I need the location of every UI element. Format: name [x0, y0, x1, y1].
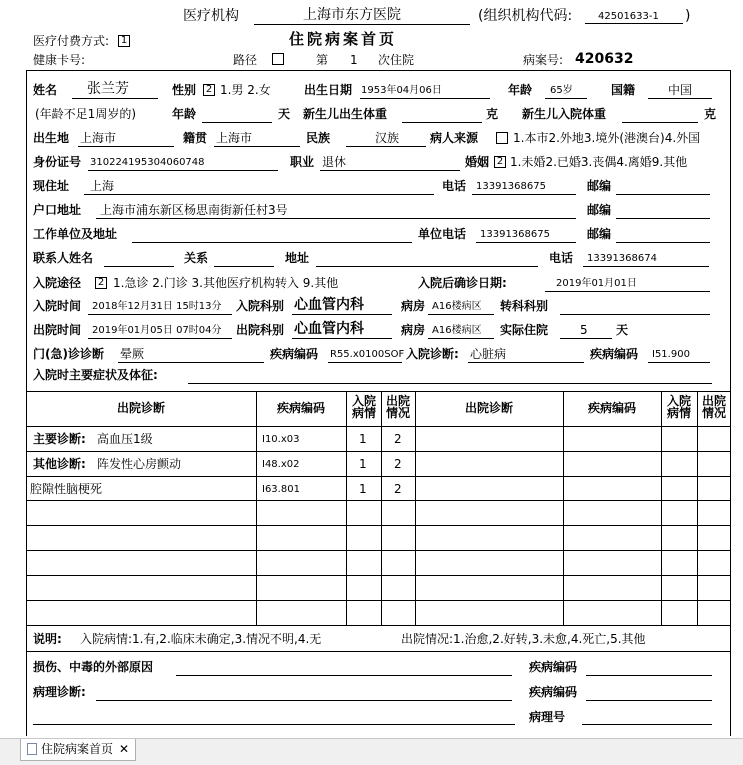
pathology-extra-underline	[33, 724, 515, 725]
contact-address-underline	[316, 266, 538, 267]
diag-row-3-code[interactable]: I63.801	[262, 484, 300, 495]
in-ward[interactable]: A16楼病区	[432, 301, 482, 312]
th-admit-left: 入院病情	[351, 394, 376, 420]
stay-underline	[560, 338, 612, 339]
phone-value[interactable]: 13391368675	[476, 181, 546, 192]
other-diag-out[interactable]: 2	[394, 457, 402, 471]
org-name: 上海市东方医院	[303, 7, 401, 23]
table-col-line-4	[415, 391, 416, 626]
birthplace-value[interactable]: 上海市	[80, 131, 117, 145]
address-underline	[84, 194, 434, 195]
in-time-underline	[88, 314, 232, 315]
case-no-label: 病案号:	[523, 53, 564, 67]
hukou-underline	[96, 218, 576, 219]
native-value[interactable]: 上海市	[216, 131, 253, 145]
birthplace-label: 出生地	[33, 131, 70, 145]
confirm-date-label: 入院后确诊日期:	[418, 276, 507, 290]
org-code-underline	[585, 23, 683, 24]
in-ward-label: 病房	[401, 299, 426, 313]
id-number[interactable]: 310224195304060748	[90, 157, 205, 168]
name-underline	[72, 98, 158, 99]
th-diagnosis-right: 出院诊断	[464, 401, 513, 415]
out-dept-label: 出院科别	[236, 323, 285, 337]
table-row-line-7	[26, 600, 731, 601]
out-dept[interactable]: 心血管内科	[294, 321, 364, 337]
injury-code-label: 疾病编码	[529, 660, 578, 674]
pathology-no-label: 病理号	[529, 710, 566, 724]
table-top-line	[26, 391, 731, 392]
table-col-line-1	[256, 391, 257, 626]
zip-label-2: 邮编	[587, 203, 612, 217]
pathology-code-label: 疾病编码	[529, 685, 578, 699]
birth-underline	[360, 98, 490, 99]
health-card-label: 健康卡号:	[33, 53, 86, 67]
table-col-line-6	[661, 391, 662, 626]
th-code-left: 疾病编码	[276, 401, 325, 415]
tab-label: 住院病案首页	[41, 742, 114, 756]
pathology-diag-underline	[96, 700, 512, 701]
main-diag-name[interactable]: 高血压1级	[97, 432, 153, 446]
th-out-left: 出院情况	[385, 394, 410, 420]
infant-age-label: 年龄	[172, 107, 197, 121]
er-code[interactable]: R55.x0100SOF	[330, 349, 405, 360]
confirm-date[interactable]: 2019年01月01日	[556, 278, 637, 289]
in-ward-underline	[428, 314, 494, 315]
table-bottom-line	[26, 625, 731, 626]
table-row-line-6	[26, 575, 731, 576]
hukou-value[interactable]: 上海市浦东新区杨思南街新任村3号	[100, 203, 288, 217]
pathology-no-underline	[582, 724, 712, 725]
newborn-admit-weight-underline	[622, 122, 698, 123]
notes-out: 出院情况:1.治愈,2.好转,3.未愈,4.死亡,5.其他	[401, 632, 646, 646]
path-checkbox[interactable]	[272, 53, 284, 65]
out-time-underline	[88, 338, 232, 339]
contact-phone-label: 电话	[549, 251, 574, 265]
zip-label-3: 邮编	[587, 227, 612, 241]
admission-times[interactable]: 1	[350, 53, 358, 67]
contact-name-label: 联系人姓名	[33, 251, 94, 265]
birth-date[interactable]: 1953年04月06日	[361, 85, 442, 96]
phone-label: 电话	[442, 179, 467, 193]
out-time[interactable]: 2019年01月05日 07时04分	[92, 325, 222, 336]
work-label: 工作单位及地址	[33, 227, 118, 241]
gram-unit-1: 克	[486, 107, 499, 121]
in-time[interactable]: 2018年12月31日 15时13分	[92, 301, 222, 312]
name-label: 姓名	[33, 83, 58, 97]
close-icon[interactable]: ✕	[119, 742, 130, 756]
pay-method-field[interactable]: 1	[118, 35, 130, 47]
birth-label: 出生日期	[304, 83, 353, 97]
in-dept-underline	[292, 314, 392, 315]
org-name-underline	[254, 24, 470, 25]
relation-label: 关系	[184, 251, 209, 265]
org-code: 42501633-1	[598, 11, 659, 22]
ethnic-value[interactable]: 汉族	[375, 131, 400, 145]
in-diag-label: 入院诊断:	[406, 347, 459, 361]
case-number: 420632	[575, 51, 634, 67]
address-label: 现住址	[33, 179, 70, 193]
injury-underline	[176, 675, 512, 676]
main-diag-code[interactable]: I10.x03	[262, 434, 300, 445]
main-diag-label: 主要诊断:	[33, 432, 86, 446]
path-label: 路径	[233, 53, 258, 67]
route-field[interactable]: 2	[95, 277, 107, 289]
route-label: 入院途径	[33, 276, 82, 290]
table-col-line-2	[346, 391, 347, 626]
zip-underline	[616, 194, 710, 195]
job-underline	[320, 170, 460, 171]
pathology-diag-label: 病理诊断:	[33, 685, 86, 699]
newborn-birth-weight-label: 新生儿出生体重	[303, 107, 388, 121]
er-code-underline	[328, 362, 402, 363]
org-code-label: (组织机构代码:	[478, 8, 573, 24]
gram-unit-2: 克	[704, 107, 717, 121]
table-col-line-5	[563, 391, 564, 626]
work-phone-underline	[476, 242, 576, 243]
newborn-birth-weight-underline	[402, 122, 482, 123]
marriage-label: 婚姻	[465, 155, 490, 169]
transfer-label: 转科科别	[500, 299, 549, 313]
document-icon	[27, 743, 37, 755]
th-admit-right: 入院病情	[666, 394, 691, 420]
diag-row-3-name[interactable]: 腔隙性脑梗死	[30, 482, 103, 496]
source-checkbox[interactable]	[496, 132, 508, 144]
tab-inpatient-record[interactable]	[20, 739, 136, 761]
table-row-line-2	[26, 476, 731, 477]
birthplace-underline	[78, 146, 174, 147]
contact-address-label: 地址	[285, 251, 310, 265]
in-time-label: 入院时间	[33, 299, 82, 313]
infant-age-underline	[202, 122, 272, 123]
age-label: 年龄	[508, 83, 533, 97]
age-underline	[545, 98, 587, 99]
main-diag-admit[interactable]: 1	[359, 432, 367, 446]
contact-phone-underline	[583, 266, 709, 267]
marriage-field[interactable]: 2	[494, 156, 506, 168]
contact-name-underline	[104, 266, 174, 267]
stay-label: 实际住院	[500, 323, 549, 337]
in-code-underline	[648, 362, 710, 363]
pay-method-label: 医疗付费方式:	[33, 34, 110, 48]
out-ward[interactable]: A16楼病区	[432, 325, 482, 336]
nationality-value[interactable]: 中国	[668, 83, 693, 97]
in-code-label: 疾病编码	[590, 347, 639, 361]
nationality-label: 国籍	[611, 83, 636, 97]
form-top-border	[26, 70, 731, 71]
work-phone-label: 单位电话	[418, 227, 467, 241]
er-diag-underline	[118, 362, 264, 363]
contact-phone-value[interactable]: 13391368674	[587, 253, 657, 264]
notes-bottom-line	[26, 651, 731, 652]
zip-underline-2	[616, 218, 710, 219]
table-col-line-7	[697, 391, 698, 626]
day-unit: 天	[278, 107, 291, 121]
zip-underline-3	[616, 242, 710, 243]
form-right-border	[730, 70, 731, 736]
th-out-right: 出院情况	[701, 394, 726, 420]
patient-name[interactable]: 张兰芳	[87, 81, 129, 97]
nationality-underline	[648, 98, 712, 99]
ethnic-label: 民族	[306, 131, 331, 145]
form-title: 住院病案首页	[289, 30, 398, 48]
in-diag-underline	[468, 362, 584, 363]
other-diag-name[interactable]: 阵发性心房颤动	[97, 457, 182, 471]
id-label: 身份证号	[33, 155, 82, 169]
table-row-line-1	[26, 451, 731, 452]
tab-bar	[0, 738, 743, 765]
zip-label: 邮编	[587, 179, 612, 193]
native-underline	[214, 146, 300, 147]
sex-label: 性别	[172, 83, 197, 97]
transfer-underline	[560, 314, 710, 315]
org-code-close: )	[685, 8, 691, 24]
source-options: 1.本市2.外地3.境外(港澳台)4.外国	[513, 131, 701, 145]
other-diag-label: 其他诊断:	[33, 457, 86, 471]
out-dept-underline	[292, 338, 392, 339]
notes-admit: 入院病情:1.有,2.临床未确定,3.情况不明,4.无	[80, 632, 322, 646]
route-options: 1.急诊 2.门诊 3.其他医疗机构转入 9.其他	[113, 276, 339, 290]
newborn-admit-weight-label: 新生儿入院体重	[522, 107, 607, 121]
confirm-date-underline	[545, 291, 710, 292]
er-code-label: 疾病编码	[270, 347, 319, 361]
work-phone-value[interactable]: 13391368675	[480, 229, 550, 240]
diag-row-3-out[interactable]: 2	[394, 482, 402, 496]
in-dept-label: 入院科别	[236, 299, 285, 313]
age-value[interactable]: 65岁	[550, 85, 573, 96]
source-label: 病人来源	[430, 131, 479, 145]
injury-label: 损伤、中毒的外部原因	[33, 660, 154, 674]
ethnic-underline	[346, 146, 426, 147]
address-value[interactable]: 上海	[90, 179, 115, 193]
table-row-line-4	[26, 525, 731, 526]
times-suffix: 次住院	[378, 53, 415, 67]
times-prefix: 第	[316, 53, 329, 67]
relation-underline	[214, 266, 274, 267]
notes-label: 说明:	[33, 632, 62, 646]
other-diag-code[interactable]: I48.x02	[262, 459, 300, 470]
main-diag-out[interactable]: 2	[394, 432, 402, 446]
diag-row-3-admit[interactable]: 1	[359, 482, 367, 496]
injury-code-underline	[586, 675, 712, 676]
table-col-line-3	[381, 391, 382, 626]
sex-options: 1.男 2.女	[220, 83, 271, 97]
native-label: 籍贯	[183, 131, 208, 145]
table-row-line-3	[26, 500, 731, 501]
in-code[interactable]: I51.900	[652, 349, 690, 360]
job-label: 职业	[290, 155, 315, 169]
th-code-right: 疾病编码	[587, 401, 636, 415]
out-ward-label: 病房	[401, 323, 426, 337]
id-underline	[88, 170, 278, 171]
sex-field[interactable]: 2	[203, 84, 215, 96]
infant-age-note: (年龄不足1周岁的)	[35, 107, 136, 121]
er-diag-label: 门(急)诊诊断	[33, 347, 104, 361]
symptom-underline	[188, 383, 712, 384]
table-row-line-5	[26, 550, 731, 551]
er-diag[interactable]: 晕厥	[120, 347, 145, 361]
table-header-bottom	[26, 426, 731, 427]
hukou-label: 户口地址	[33, 203, 82, 217]
pathology-code-underline	[586, 700, 712, 701]
stay-days[interactable]: 5	[580, 323, 588, 337]
phone-underline	[472, 194, 576, 195]
out-ward-underline	[428, 338, 494, 339]
in-dept[interactable]: 心血管内科	[294, 297, 364, 313]
job-value[interactable]: 退休	[322, 155, 347, 169]
stay-unit: 天	[616, 323, 629, 337]
out-time-label: 出院时间	[33, 323, 82, 337]
in-diag[interactable]: 心脏病	[470, 347, 507, 361]
org-label: 医疗机构	[183, 8, 239, 24]
marriage-options: 1.未婚2.已婚3.丧偶4.离婚9.其他	[510, 155, 688, 169]
other-diag-admit[interactable]: 1	[359, 457, 367, 471]
symptom-label: 入院时主要症状及体征:	[33, 368, 158, 382]
work-underline	[132, 242, 412, 243]
th-diagnosis-left: 出院诊断	[116, 401, 165, 415]
